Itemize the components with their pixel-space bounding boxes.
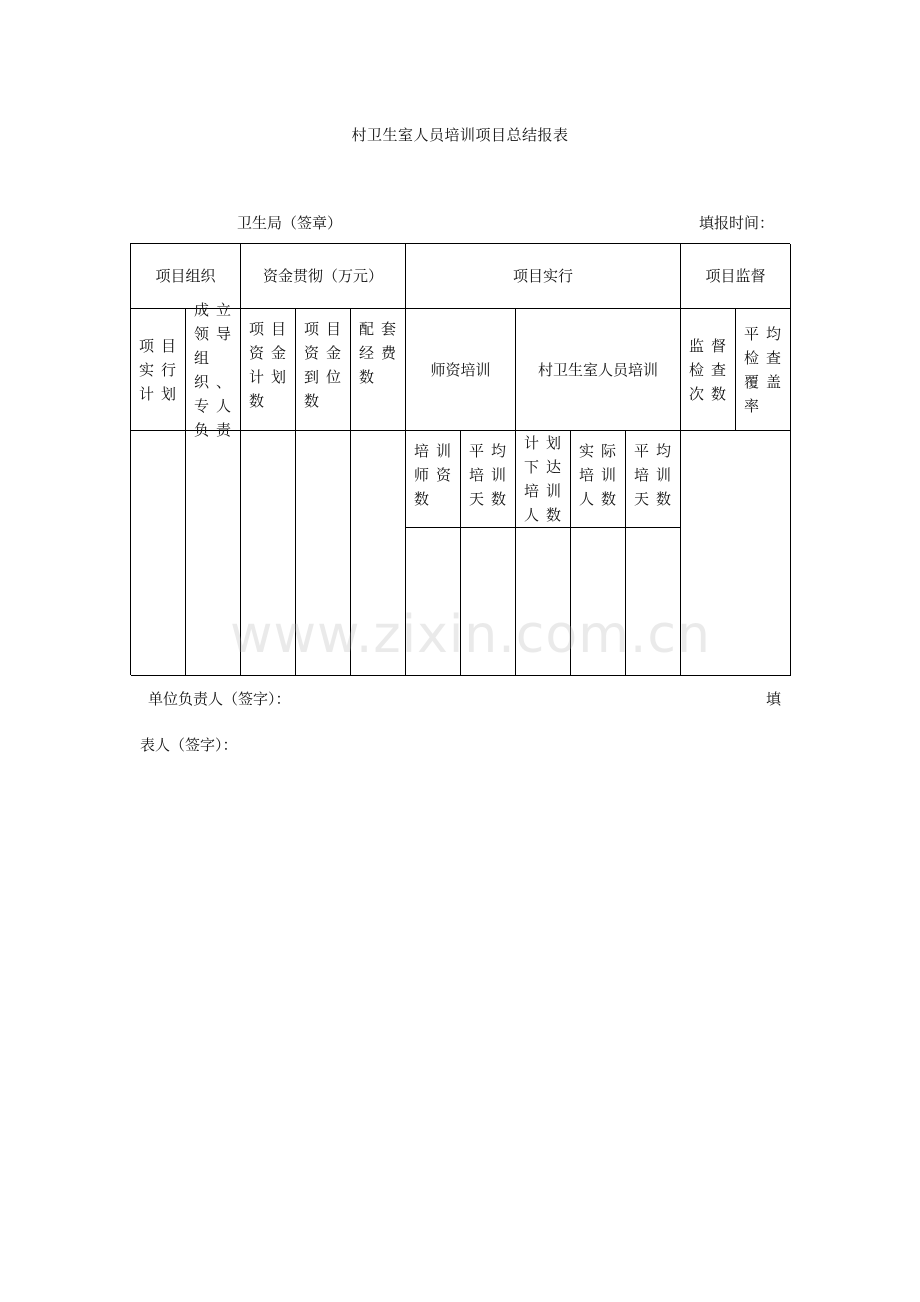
col-plan-header: 项目实行计划 <box>131 309 186 431</box>
col-village-training-header: 村卫生室人员培训 <box>516 309 681 431</box>
group-funds-header: 资金贯彻（万元） <box>241 244 406 309</box>
subcol-trainer-count-header: 培训师资数 <box>406 431 461 528</box>
data-cell-planned-count <box>516 528 571 676</box>
filler-signature-label: 表人（签字）： <box>140 736 238 754</box>
data-cell-trainer-count <box>406 528 461 676</box>
data-cell-match <box>351 431 406 676</box>
col-avg-coverage-header: 平均检查覆盖率 <box>736 309 791 431</box>
col-fund-arrive-header: 项目资金到位数 <box>296 309 351 431</box>
data-cell-teacher-avg-days <box>461 528 516 676</box>
col-inspect-count-header: 监督检查次数 <box>681 309 736 431</box>
data-cell-leader <box>186 431 241 676</box>
col-fund-plan-header: 项目资金计划数 <box>241 309 296 431</box>
report-date-label: 填报时间： <box>699 214 775 232</box>
data-cell-plan <box>131 431 186 676</box>
org-signature-label: 卫生局（签章） <box>237 214 343 232</box>
col-match-header: 配套经费数 <box>351 309 406 431</box>
summary-table <box>130 243 790 675</box>
subcol-planned-count-header: 计划下达培训人数 <box>516 431 571 528</box>
data-cell-village-avg-days <box>626 528 681 676</box>
subcol-actual-count-header: 实际培训人数 <box>571 431 626 528</box>
col-teacher-training-header: 师资培训 <box>406 309 516 431</box>
group-org-header: 项目组织 <box>131 244 241 309</box>
unit-leader-signature-label: 单位负责人（签字）： <box>148 690 291 708</box>
data-cell-fund-arrive <box>296 431 351 676</box>
document-title: 村卫生室人员培训项目总结报表 <box>351 126 569 144</box>
data-cell-fund-plan <box>241 431 296 676</box>
col-leader-header: 成立领导组织、专人负责 <box>186 309 241 431</box>
group-supervise-header: 项目监督 <box>681 244 791 309</box>
watermark-text: www.zixin.com.cn <box>230 605 711 665</box>
data-cell-supervise <box>681 431 791 676</box>
data-cell-actual-count <box>571 528 626 676</box>
subcol-teacher-avg-days-header: 平均培训天数 <box>461 431 516 528</box>
filler-label-prefix: 填 <box>766 690 782 708</box>
group-impl-header: 项目实行 <box>406 244 681 309</box>
subcol-village-avg-days-header: 平均培训天数 <box>626 431 681 528</box>
